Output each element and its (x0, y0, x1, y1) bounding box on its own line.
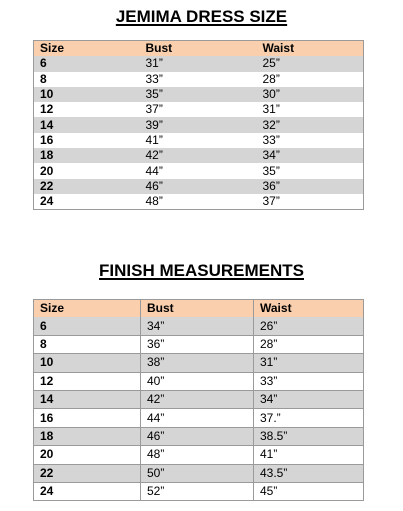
finish-measurements-rows (34, 317, 364, 500)
table-row (34, 56, 364, 71)
waist-cell: 28” (257, 72, 364, 87)
size-cell: 10 (34, 87, 140, 102)
column-header-waist: Waist (257, 41, 364, 57)
bust-cell: 31” (140, 56, 257, 71)
dress-size-title: JEMIMA DRESS SIZE (115, 7, 288, 26)
size-cell: 24 (34, 482, 141, 500)
waist-cell: 43.5” (254, 464, 364, 482)
table-row (34, 148, 364, 163)
size-cell: 20 (34, 163, 140, 178)
table-row (34, 446, 364, 464)
table-row (34, 372, 364, 390)
size-cell: 20 (34, 446, 141, 464)
waist-cell: 31” (254, 354, 364, 372)
bust-cell: 36” (141, 335, 254, 353)
bust-cell: 48” (140, 194, 257, 210)
table-row (34, 335, 364, 353)
bust-cell: 42” (140, 148, 257, 163)
table-row (34, 464, 364, 482)
table-row (34, 317, 364, 335)
size-cell: 22 (34, 464, 141, 482)
waist-cell: 25” (257, 56, 364, 71)
size-cell: 8 (34, 72, 140, 87)
table-row (34, 482, 364, 500)
bust-cell: 34” (141, 317, 254, 335)
waist-cell: 33” (257, 133, 364, 148)
column-header-size: Size (34, 300, 141, 318)
waist-cell: 31” (257, 102, 364, 117)
table-row (34, 354, 364, 372)
size-cell: 14 (34, 390, 141, 408)
bust-cell: 35” (140, 87, 257, 102)
waist-cell: 34” (257, 148, 364, 163)
waist-cell: 34” (254, 390, 364, 408)
waist-cell: 41” (254, 446, 364, 464)
size-cell: 22 (34, 179, 140, 194)
bust-cell: 41” (140, 133, 257, 148)
bust-cell: 33” (140, 72, 257, 87)
table-row (34, 179, 364, 194)
table-row (34, 163, 364, 178)
waist-cell: 45” (254, 482, 364, 500)
size-cell: 10 (34, 354, 141, 372)
table-header-row (34, 41, 364, 57)
size-cell: 6 (34, 317, 141, 335)
bust-cell: 44” (141, 409, 254, 427)
bust-cell: 40” (141, 372, 254, 390)
table-row (34, 390, 364, 408)
table-row (34, 87, 364, 102)
column-header-bust: Bust (141, 300, 254, 318)
waist-cell: 32” (257, 117, 364, 132)
table-row (34, 133, 364, 148)
waist-cell: 38.5” (254, 427, 364, 445)
size-cell: 16 (34, 409, 141, 427)
dress-size-table (33, 40, 364, 210)
bust-cell: 46” (141, 427, 254, 445)
bust-cell: 39” (140, 117, 257, 132)
waist-cell: 33” (254, 372, 364, 390)
finish-measurements-table (33, 299, 364, 501)
waist-cell: 35” (257, 163, 364, 178)
bust-cell: 37” (140, 102, 257, 117)
dress-size-rows (34, 56, 364, 209)
table-row (34, 102, 364, 117)
table-row (34, 409, 364, 427)
size-cell: 18 (34, 427, 141, 445)
table-row (34, 194, 364, 210)
size-cell: 8 (34, 335, 141, 353)
bust-cell: 38” (141, 354, 254, 372)
waist-cell: 37.” (254, 409, 364, 427)
table-row (34, 427, 364, 445)
waist-cell: 37” (257, 194, 364, 210)
size-cell: 24 (34, 194, 140, 210)
table-row (34, 72, 364, 87)
size-cell: 12 (34, 102, 140, 117)
finish-measurements-title: FINISH MEASUREMENTS (99, 261, 304, 280)
waist-cell: 36” (257, 179, 364, 194)
size-cell: 12 (34, 372, 141, 390)
waist-cell: 26” (254, 317, 364, 335)
bust-cell: 48” (141, 446, 254, 464)
table-row (34, 117, 364, 132)
bust-cell: 52” (141, 482, 254, 500)
column-header-waist: Waist (254, 300, 364, 318)
bust-cell: 46” (140, 179, 257, 194)
size-cell: 18 (34, 148, 140, 163)
bust-cell: 44” (140, 163, 257, 178)
size-cell: 14 (34, 117, 140, 132)
bust-cell: 42” (141, 390, 254, 408)
bust-cell: 50” (141, 464, 254, 482)
column-header-bust: Bust (140, 41, 257, 57)
column-header-size: Size (34, 41, 140, 57)
waist-cell: 28” (254, 335, 364, 353)
size-cell: 6 (34, 56, 140, 71)
size-cell: 16 (34, 133, 140, 148)
waist-cell: 30” (257, 87, 364, 102)
table-header-row (34, 300, 364, 318)
